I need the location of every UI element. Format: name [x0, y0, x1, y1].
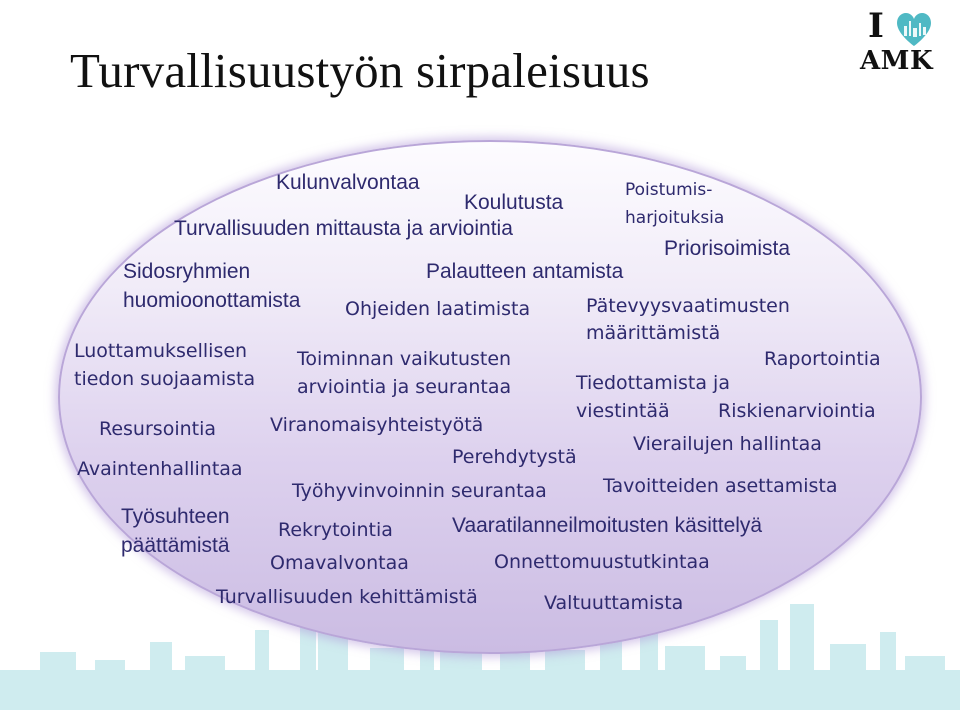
topic-sidosryhmien-line1: Sidosryhmien: [123, 260, 251, 283]
topic-toiminnan-vaikutusten-line1: Toiminnan vaikutusten: [297, 348, 512, 370]
topic-tyosuhteen-line2: päättämistä: [121, 534, 230, 557]
heart-icon: [895, 12, 933, 48]
topic-kulunvalvontaa: Kulunvalvontaa: [276, 171, 420, 194]
topic-poistumisharjoituksia-line1: Poistumis-: [625, 180, 713, 200]
topic-vaaratilanneilmoitusten: Vaaratilanneilmoitusten käsittelyä: [452, 514, 763, 537]
topic-viranomaisyhteistyota: Viranomaisyhteistyötä: [270, 414, 484, 436]
topic-poistumisharjoituksia-line2: harjoituksia: [625, 208, 725, 228]
topic-rekrytointia: Rekrytointia: [278, 519, 393, 541]
topic-onnettomuustutkintaa: Onnettomuustutkintaa: [494, 551, 710, 573]
topic-koulutusta: Koulutusta: [464, 191, 564, 214]
topic-tyohyvinvoinnin-seurantaa: Työhyvinvoinnin seurantaa: [292, 480, 547, 502]
topic-tiedottamista-line2: viestintää: [576, 400, 670, 422]
topic-patevyysvaatimusten-line2: määrittämistä: [586, 322, 721, 344]
topic-turvallisuuden-mittausta: Turvallisuuden mittausta ja arviointia: [174, 217, 513, 240]
logo-letter-i: I: [868, 6, 884, 46]
logo-text-amk: AMK: [860, 46, 934, 76]
topic-palautteen-antamista: Palautteen antamista: [426, 260, 624, 283]
topic-tiedottamista-line1: Tiedottamista ja: [576, 372, 730, 394]
topic-luottamuksellisen-line1: Luottamuksellisen: [74, 340, 248, 362]
topic-tavoitteiden-asettamista: Tavoitteiden asettamista: [603, 475, 838, 497]
topic-perehdytysta: Perehdytystä: [452, 446, 577, 468]
topic-patevyysvaatimusten-line1: Pätevyysvaatimusten: [586, 295, 790, 317]
topic-turvallisuuden-kehittamista: Turvallisuuden kehittämistä: [216, 586, 478, 608]
topic-luottamuksellisen-line2: tiedon suojaamista: [74, 368, 256, 390]
topic-vierailujen-hallintaa: Vierailujen hallintaa: [633, 433, 822, 455]
slide-title: Turvallisuustyön sirpaleisuus: [70, 43, 650, 98]
topic-riskienarviointia: Riskienarviointia: [718, 400, 876, 422]
topic-ohjeiden-laatimista: Ohjeiden laatimista: [345, 298, 531, 320]
topic-sidosryhmien-line2: huomioonottamista: [123, 289, 301, 312]
topic-priorisoimista: Priorisoimista: [664, 237, 791, 260]
topic-valtuuttamista: Valtuuttamista: [544, 592, 684, 614]
topic-resursointia: Resursointia: [99, 418, 217, 440]
topic-toiminnan-vaikutusten-line2: arviointia ja seurantaa: [297, 376, 512, 398]
topic-tyosuhteen-line1: Työsuhteen: [121, 505, 230, 528]
topic-avaintenhallintaa: Avaintenhallintaa: [77, 458, 243, 480]
topic-raportointia: Raportointia: [764, 348, 881, 370]
topic-omavalvontaa: Omavalvontaa: [270, 552, 409, 574]
amk-logo: [858, 8, 942, 78]
